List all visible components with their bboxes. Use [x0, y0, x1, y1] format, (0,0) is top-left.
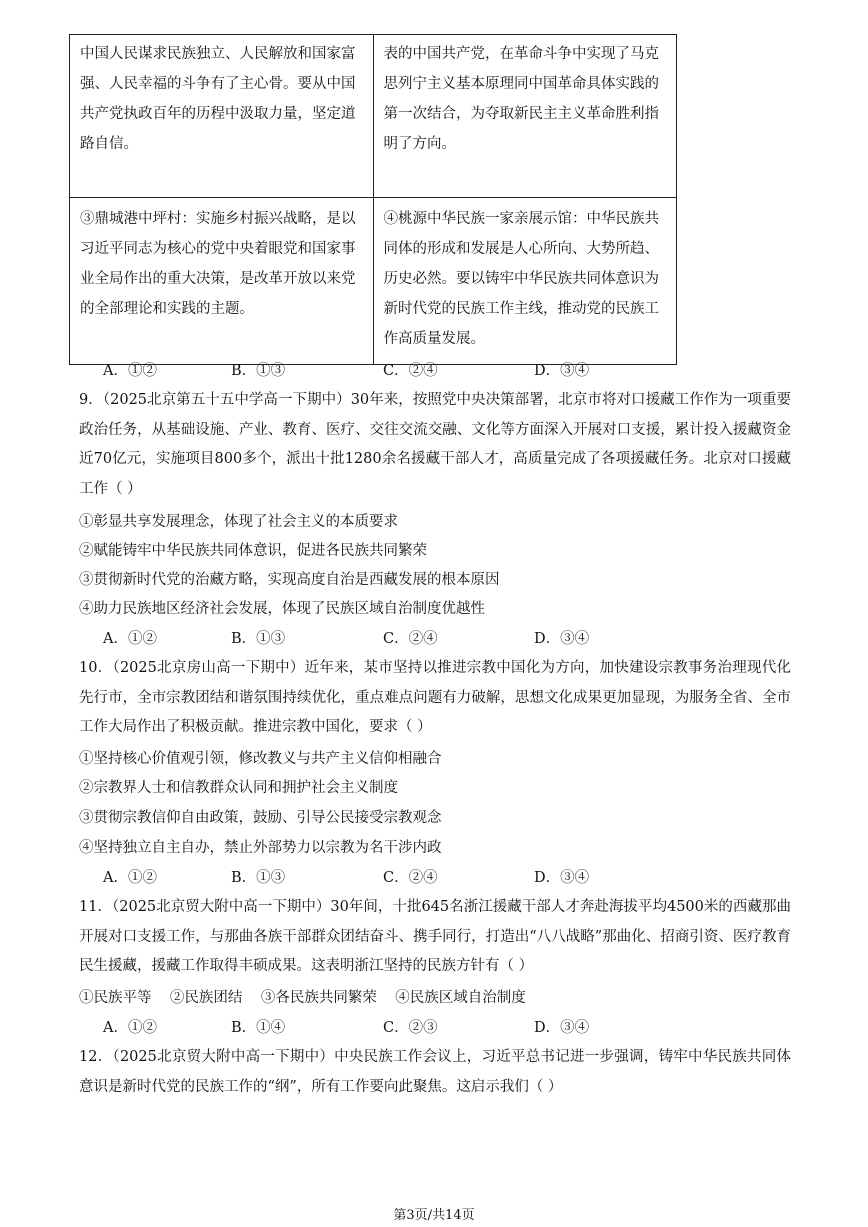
choice-b: B．①③ [231, 363, 286, 379]
question-10-stem: 10．（2025北京房山高一下期中）近年来，某市坚持以推进宗教中国化为方向，加快建设宗教事务治理现代化先行市，全市宗教团结和谐氛围持续优化，重点难点问题有力破解，思想文化成果更加显现，为服务全省、全市工作大局作出了积极贡献。推进宗教中国化，要求（ ） [79, 660, 791, 735]
choice-c: C．②③ [383, 1020, 438, 1036]
question-9-option-3: ③贯彻新时代党的治藏方略，实现高度自治是西藏发展的根本原因 [79, 572, 500, 588]
options-table [69, 34, 677, 365]
choice-b: B．①④ [231, 1020, 286, 1036]
option-cell-4: ④桃源中华民族一家亲展示馆：中华民族共同体的形成和发展是人心所向、大势所趋、历史必然。要以铸牢中华民族共同体意识为新时代党的民族工作主线，推动党的民族工作高质量发展。 [373, 198, 677, 365]
choice-d: D．③④ [534, 631, 590, 647]
choice-d: D．③④ [534, 870, 590, 886]
choice-c: C．②④ [383, 363, 438, 379]
choice-a: A．①② [103, 363, 157, 379]
choice-a: A．①② [103, 631, 157, 647]
page-footer: 第3页/共14页 [393, 1208, 475, 1223]
question-9-option-2: ②赋能铸牢中华民族共同体意识，促进各民族共同繁荣 [79, 543, 427, 559]
choice-a: A．①② [103, 1020, 157, 1036]
question-9-stem: 9．（2025北京第五十五中学高一下期中）30年来，按照党中央决策部署，北京市将对口援藏工作作为一项重要政治任务，从基础设施、产业、教育、医疗、交往交流交融、文化等方面深入开展对口支援，累计投入援藏资金近70亿元，实施项目800多个，派出十批1280余名援藏干部人才，高质量完成了各项援藏任务。北京对口援藏工作（ ） [79, 392, 791, 497]
question-11-stem: 11．（2025北京贸大附中高一下期中）30年间，十批645名浙江援藏干部人才奔赴海拔平均4500米的西藏那曲开展对口支援工作，与那曲各族干部群众团结奋斗、携手同行，打造出“八八战略”那曲化、招商引资、医疗教育民生援藏，援藏工作取得丰硕成果。这表明浙江坚持的民族方针有（ ） [79, 899, 791, 974]
question-10-option-1: ①坚持核心价值观引领，修改教义与共产主义信仰相融合 [79, 751, 442, 767]
option-cell-2: 表的中国共产党，在革命斗争中实现了马克思列宁主义基本原理同中国革命具体实践的第一次结合，为夺取新民主主义革命胜利指明了方向。 [373, 35, 677, 198]
choice-c: C．②④ [383, 870, 438, 886]
question-11-options: ①民族平等 ②民族团结 ③各民族共同繁荣 ④民族区域自治制度 [79, 990, 526, 1006]
choice-b: B．①③ [231, 631, 286, 647]
option-cell-1: 中国人民谋求民族独立、人民解放和国家富强、人民幸福的斗争有了主心骨。要从中国共产党执政百年的历程中汲取力量，坚定道路自信。 [70, 35, 374, 198]
choice-d: D．③④ [534, 1020, 590, 1036]
choice-d: D．③④ [534, 363, 590, 379]
choice-b: B．①③ [231, 870, 286, 886]
choice-c: C．②④ [383, 631, 438, 647]
question-10-option-4: ④坚持独立自主自办，禁止外部势力以宗教为名干涉内政 [79, 840, 442, 856]
question-9-option-4: ④助力民族地区经济社会发展，体现了民族区域自治制度优越性 [79, 601, 485, 617]
question-10-option-2: ②宗教界人士和信教群众认同和拥护社会主义制度 [79, 780, 398, 796]
option-cell-3: ③鼎城港中坪村：实施乡村振兴战略，是以习近平同志为核心的党中央着眼党和国家事业全局作出的重大决策，是改革开放以来党的全部理论和实践的主题。 [70, 198, 374, 365]
question-12-stem: 12．（2025北京贸大附中高一下期中）中央民族工作会议上，习近平总书记进一步强调，铸牢中华民族共同体意识是新时代党的民族工作的“纲”，所有工作要向此聚焦。这启示我们（ ） [79, 1049, 791, 1095]
question-9-option-1: ①彰显共享发展理念，体现了社会主义的本质要求 [79, 514, 398, 530]
choice-a: A．①② [103, 870, 157, 886]
question-10-option-3: ③贯彻宗教信仰自由政策，鼓励、引导公民接受宗教观念 [79, 810, 442, 826]
